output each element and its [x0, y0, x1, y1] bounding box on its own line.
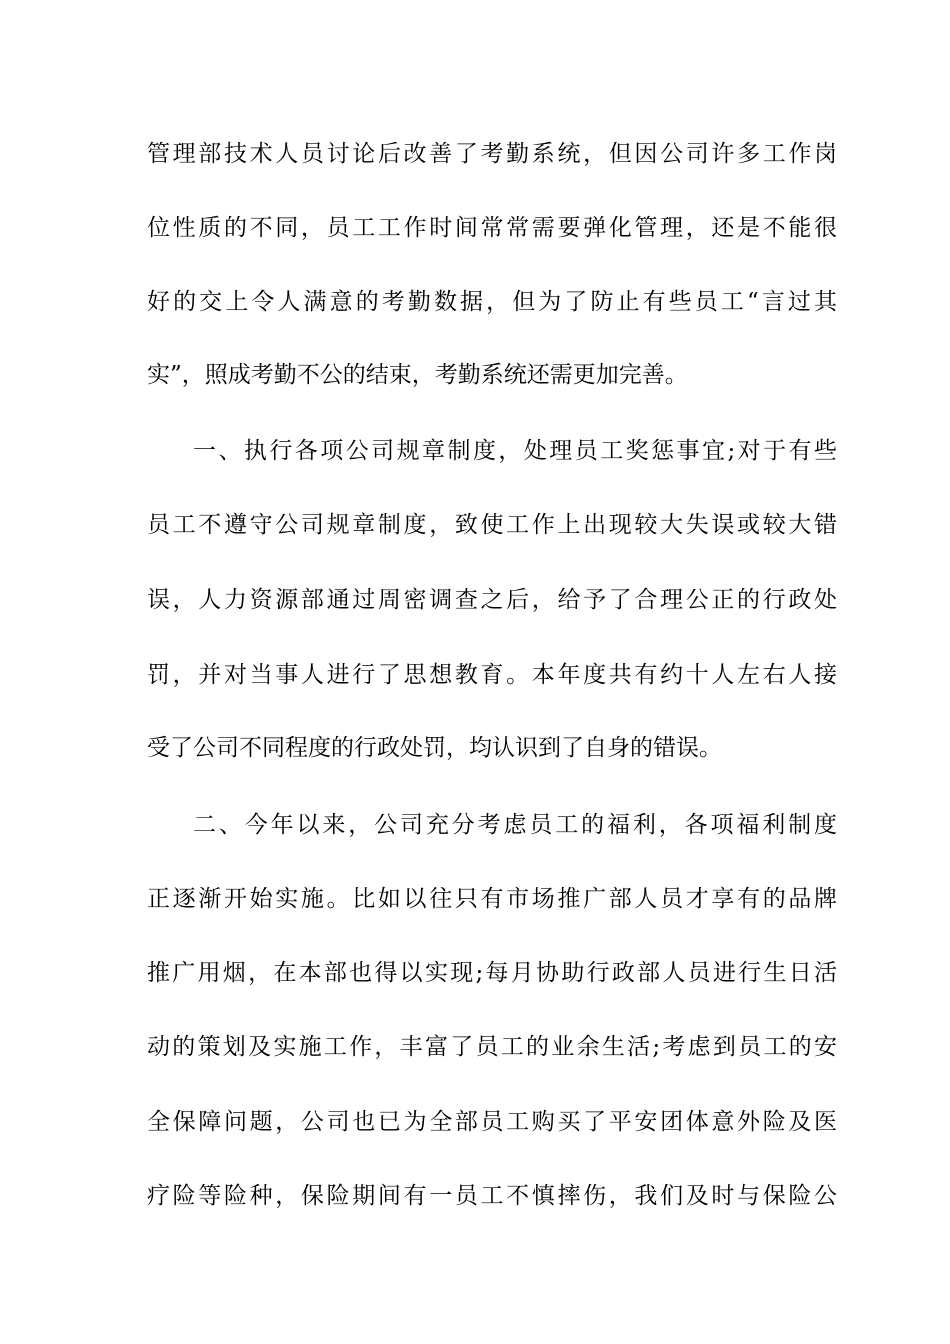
text-line: 全保障问题，公司也已为全部员工购买了平安团体意外险及医 — [147, 1109, 837, 1135]
text-line: 推广用烟，在本部也得以实现;每月协助行政部人员进行生日活 — [147, 960, 837, 986]
text-line: 误，人力资源部通过周密调查之后，给予了合理公正的行政处 — [147, 587, 837, 613]
text-line: 受了公司不同程度的行政处罚，均认识到了自身的错误。 — [147, 735, 722, 761]
text-line: 实”，照成考勤不公的结束，考勤系统还需更加完善。 — [147, 362, 688, 388]
text-line: 管理部技术人员讨论后改善了考勤系统，但因公司许多工作岗 — [147, 141, 837, 167]
text-line: 正逐渐开始实施。比如以往只有市场推广部人员才享有的品牌 — [147, 886, 837, 912]
text-line: 位性质的不同，员工工作时间常常需要弹化管理，还是不能很 — [147, 215, 837, 241]
text-line: 一、执行各项公司规章制度，处理员工奖惩事宜;对于有些 — [193, 438, 837, 464]
text-line: 二、今年以来，公司充分考虑员工的福利，各项福利制度 — [193, 812, 837, 838]
text-line: 好的交上令人满意的考勤数据，但为了防止有些员工“言过其 — [147, 289, 837, 315]
text-line: 疗险等险种，保险期间有一员工不慎摔伤，我们及时与保险公 — [147, 1183, 837, 1209]
text-line: 员工不遵守公司规章制度，致使工作上出现较大失误或较大错 — [147, 512, 837, 538]
text-line: 动的策划及实施工作，丰富了员工的业余生活;考虑到员工的安 — [147, 1034, 837, 1060]
text-line: 罚，并对当事人进行了思想教育。本年度共有约十人左右人接 — [147, 662, 837, 688]
